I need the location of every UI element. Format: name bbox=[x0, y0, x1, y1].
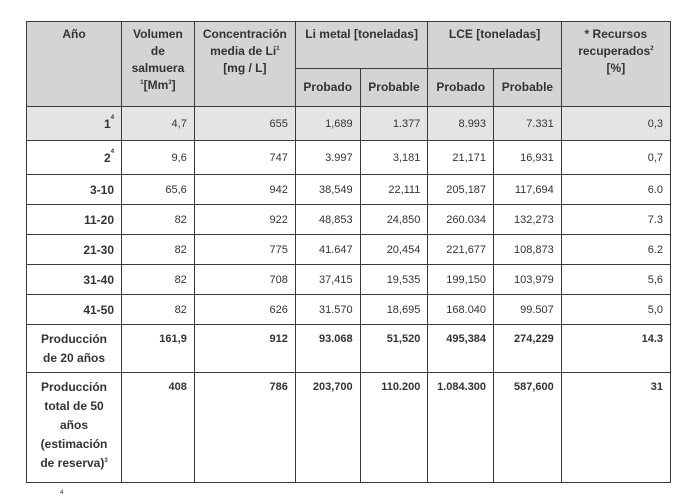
conc-cell: 626 bbox=[194, 295, 295, 325]
header-volume-text: salmuera bbox=[131, 61, 185, 75]
header-resources-text: * Recursos bbox=[584, 27, 648, 41]
li-probado-cell: 31.570 bbox=[295, 295, 360, 325]
conc-cell: 747 bbox=[194, 141, 295, 175]
li-probable-cell: 20,454 bbox=[360, 235, 428, 265]
recovered-cell: 7.3 bbox=[561, 205, 670, 235]
li-probable-cell: 51,520 bbox=[360, 325, 428, 373]
header-volume-unit: [Mm bbox=[143, 78, 169, 92]
li-probado-cell: 37,415 bbox=[295, 265, 360, 295]
table-row bbox=[27, 205, 671, 235]
footnote-mark: 4 bbox=[60, 490, 64, 496]
table-row bbox=[27, 325, 671, 373]
header-conc-text: media de Li bbox=[210, 44, 277, 58]
table-row bbox=[27, 235, 671, 265]
table-row bbox=[27, 373, 671, 483]
lce-probado-cell: 205,187 bbox=[428, 175, 494, 205]
table-row bbox=[27, 295, 671, 325]
lce-probado-cell: 21,171 bbox=[428, 141, 494, 175]
lce-probable-cell: 587,600 bbox=[494, 373, 562, 483]
conc-cell: 708 bbox=[194, 265, 295, 295]
conc-cell: 775 bbox=[194, 235, 295, 265]
prod50-label: total de 50 bbox=[44, 399, 104, 413]
prod50-label-cell bbox=[27, 373, 122, 483]
li-probable-cell: 1.377 bbox=[360, 107, 428, 141]
lce-probado-cell: 199,150 bbox=[428, 265, 494, 295]
table-row bbox=[27, 141, 671, 175]
year-cell bbox=[27, 107, 122, 141]
recovered-cell: 14.3 bbox=[561, 325, 670, 373]
table-row bbox=[27, 175, 671, 205]
header-year: Año bbox=[27, 22, 122, 107]
recovered-cell: 6.0 bbox=[561, 175, 670, 205]
lce-probable-cell: 117,694 bbox=[494, 175, 562, 205]
lce-probable-cell: 16,931 bbox=[494, 141, 562, 175]
footnote-mark: 4 bbox=[110, 114, 115, 121]
header-li-probado: Probado bbox=[295, 69, 360, 107]
volume-cell: 82 bbox=[122, 205, 195, 235]
li-probable-cell: 22,111 bbox=[360, 175, 428, 205]
li-probable-cell: 24,850 bbox=[360, 205, 428, 235]
header-volume: Volumen de salmuera $^1$[Mm$^3$] bbox=[122, 22, 195, 107]
header-volume-text: de bbox=[150, 44, 165, 58]
recovered-cell: 31 bbox=[561, 373, 670, 483]
year-cell: 21-30 bbox=[27, 235, 122, 265]
li-probable-cell: 3,181 bbox=[360, 141, 428, 175]
li-probado-cell: 48,853 bbox=[295, 205, 360, 235]
lce-probado-cell: 221,677 bbox=[428, 235, 494, 265]
year-cell: 3-10 bbox=[27, 175, 122, 205]
lce-probado-cell: 1.084.300 bbox=[428, 373, 494, 483]
volume-cell: 82 bbox=[122, 265, 195, 295]
lce-probado-cell: 260.034 bbox=[428, 205, 494, 235]
recovered-cell: 0,7 bbox=[561, 141, 670, 175]
year-text: 2 bbox=[104, 150, 111, 165]
recovered-cell: 6.2 bbox=[561, 235, 670, 265]
year-cell: 41-50 bbox=[27, 295, 122, 325]
conc-cell: 786 bbox=[194, 373, 295, 483]
header-lce: LCE [toneladas] bbox=[428, 22, 561, 69]
lce-probado-cell: 8.993 bbox=[428, 107, 494, 141]
li-probable-cell: 110.200 bbox=[360, 373, 428, 483]
volume-cell: 161,9 bbox=[122, 325, 195, 373]
footnote-mark: 4 bbox=[110, 148, 115, 155]
footnote-mark: 2 bbox=[650, 46, 654, 52]
li-probado-cell: 38,549 bbox=[295, 175, 360, 205]
lce-probable-cell: 274,229 bbox=[494, 325, 562, 373]
footnote-mark: 1 bbox=[276, 46, 280, 52]
volume-cell: 65,6 bbox=[122, 175, 195, 205]
year-cell bbox=[27, 141, 122, 175]
table-row bbox=[27, 107, 671, 141]
prod20-label: de 20 años bbox=[43, 351, 106, 365]
conc-cell: 922 bbox=[194, 205, 295, 235]
header-resources bbox=[561, 22, 670, 107]
header-lce-probable: Probable bbox=[494, 69, 562, 107]
lce-probado-cell: 168.040 bbox=[428, 295, 494, 325]
li-probado-cell: 93.068 bbox=[295, 325, 360, 373]
conc-cell: 912 bbox=[194, 325, 295, 373]
reserves-table bbox=[26, 21, 671, 483]
conc-cell: 655 bbox=[194, 107, 295, 141]
header-conc-text: Concentración bbox=[202, 27, 287, 41]
li-probado-cell: 1,689 bbox=[295, 107, 360, 141]
conc-cell: 942 bbox=[194, 175, 295, 205]
prod50-label: años bbox=[60, 418, 89, 432]
footnote-mark: 3 bbox=[168, 80, 172, 86]
volume-cell: 4,7 bbox=[122, 107, 195, 141]
li-probado-cell: 203,700 bbox=[295, 373, 360, 483]
lce-probable-cell: 103,979 bbox=[494, 265, 562, 295]
footnote-mark: 3 bbox=[104, 458, 108, 464]
volume-cell: 82 bbox=[122, 295, 195, 325]
footnote-mark: 1 bbox=[140, 80, 144, 86]
prod20-label: Producción bbox=[41, 332, 108, 346]
volume-cell: 9,6 bbox=[122, 141, 195, 175]
table-row bbox=[27, 265, 671, 295]
li-probado-cell: 41.647 bbox=[295, 235, 360, 265]
header-li-metal: Li metal [toneladas] bbox=[295, 22, 427, 69]
lce-probable-cell: 99.507 bbox=[494, 295, 562, 325]
prod50-label: Producción bbox=[41, 380, 108, 394]
recovered-cell: 5,6 bbox=[561, 265, 670, 295]
lce-probable-cell: 108,873 bbox=[494, 235, 562, 265]
li-probable-cell: 19,535 bbox=[360, 265, 428, 295]
volume-cell: 408 bbox=[122, 373, 195, 483]
li-probable-cell: 18,695 bbox=[360, 295, 428, 325]
recovered-cell: 5,0 bbox=[561, 295, 670, 325]
prod50-label: de reserva) bbox=[40, 456, 105, 470]
prod50-label: (estimación bbox=[40, 437, 108, 451]
lce-probado-cell: 495,384 bbox=[428, 325, 494, 373]
volume-cell: 82 bbox=[122, 235, 195, 265]
lce-probable-cell: 132,273 bbox=[494, 205, 562, 235]
header-volume-text: Volumen bbox=[133, 27, 183, 41]
header-li-probable: Probable bbox=[360, 69, 428, 107]
year-cell: 11-20 bbox=[27, 205, 122, 235]
li-probado-cell: 3.997 bbox=[295, 141, 360, 175]
header-lce-probado: Probado bbox=[428, 69, 494, 107]
prod20-label-cell bbox=[27, 325, 122, 373]
header-resources-text: recuperados bbox=[578, 44, 651, 58]
year-text: 1 bbox=[104, 116, 111, 131]
lce-probable-cell: 7.331 bbox=[494, 107, 562, 141]
header-conc-unit: [mg / L] bbox=[223, 61, 267, 75]
header-resources-unit: [%] bbox=[606, 61, 626, 75]
year-cell: 31-40 bbox=[27, 265, 122, 295]
recovered-cell: 0,3 bbox=[561, 107, 670, 141]
header-concentration bbox=[194, 22, 295, 107]
